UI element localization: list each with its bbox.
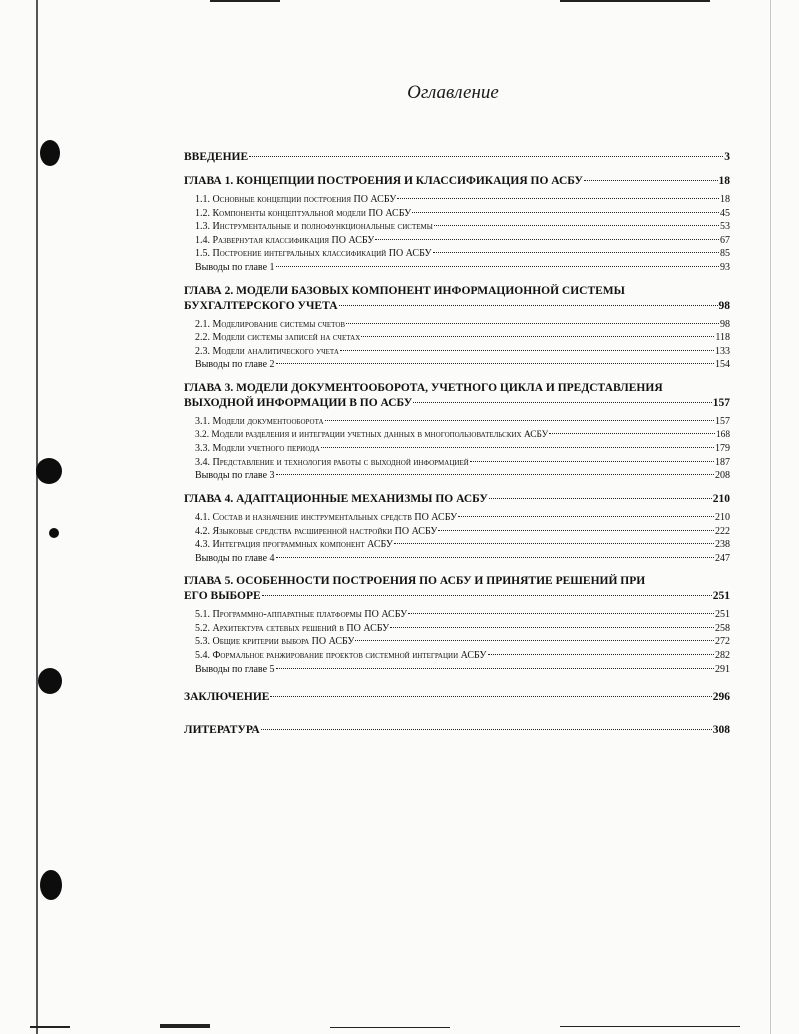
toc-section-label: 1.1. Основные концепции построения ПО АСБУ: [195, 194, 397, 205]
toc-section-label: 3.1. Модели документооборота: [195, 415, 324, 427]
toc-leader: [394, 543, 714, 544]
toc-section-label: 5.2. Архитектура сетевых решений в ПО АСБУ: [195, 622, 390, 634]
toc-section-label: 4.2. Языковые средства расширенной настройки ПО АСБУ: [195, 525, 438, 537]
toc-intro-page: 3: [724, 151, 730, 163]
toc-leader: [433, 252, 719, 253]
toc-leader: [339, 305, 718, 306]
toc-section-label: 5.1. Программно-аппаратные платформы ПО АСБУ: [195, 609, 408, 621]
toc-section-page: 85: [720, 248, 730, 260]
toc-section-label: Выводы по главе 2: [195, 359, 275, 371]
toc-leader: [361, 336, 714, 337]
toc-chapter-4[interactable]: [184, 492, 730, 507]
page-edge-right: [770, 0, 771, 1034]
toc-section[interactable]: [184, 622, 730, 636]
toc-leader: [489, 498, 712, 499]
toc-section-page: 251: [715, 609, 730, 621]
toc-section-label: 2.2. Модели системы записей на счетах: [195, 332, 361, 344]
toc-chapter-3-label-line1: ГЛАВА 3. МОДЕЛИ ДОКУМЕНТООБОРОТА, УЧЕТНОГО ЦИКЛА И ПРЕДСТАВЛЕНИЯ: [184, 381, 663, 394]
toc-chapter-5-label-line1: ГЛАВА 5. ОСОБЕННОСТИ ПОСТРОЕНИЯ ПО АСБУ И ПРИНЯТИЕ РЕШЕНИЙ ПРИ: [184, 575, 646, 588]
scan-mark-bottom-1: [160, 1024, 210, 1028]
toc-section-page: 133: [715, 345, 730, 357]
toc-section-page: 272: [715, 636, 730, 648]
toc-chapter-2[interactable]: [184, 284, 730, 314]
toc-chapter-summary[interactable]: [184, 552, 730, 566]
punch-hole-1: [40, 140, 60, 166]
toc-leader: [549, 433, 715, 434]
toc-section-label: 1.4. Развернутая классификация ПО АСБУ: [195, 234, 375, 246]
toc-leader: [249, 156, 723, 157]
toc-chapter-2-label-line1: ГЛАВА 2. МОДЕЛИ БАЗОВЫХ КОМПОНЕНТ ИНФОРМАЦИОННОЙ СИСТЕМЫ: [184, 284, 625, 297]
scan-mark-top-2: [560, 0, 710, 2]
toc-section[interactable]: [184, 525, 730, 539]
punch-hole-5: [40, 870, 62, 900]
toc-section-page: 98: [720, 318, 730, 330]
toc-section[interactable]: [184, 331, 730, 345]
punch-hole-3: [49, 528, 59, 538]
toc-leader: [397, 198, 719, 199]
toc-section-label: Выводы по главе 5: [195, 663, 275, 675]
punch-hole-4: [38, 668, 62, 694]
toc-chapter-summary[interactable]: [184, 261, 730, 275]
toc-section[interactable]: [184, 234, 730, 248]
toc-chapter-3[interactable]: [184, 381, 730, 411]
toc-chapter-5-page: 251: [712, 590, 730, 603]
toc-section[interactable]: [184, 429, 730, 443]
toc-leader: [413, 402, 712, 403]
toc-chapter-1[interactable]: [184, 174, 730, 189]
toc-section-page: 67: [720, 234, 730, 246]
toc-section-label: 4.1. Состав и назначение инструментальных средств ПО АСБУ: [195, 511, 458, 523]
toc-leader: [270, 696, 711, 697]
toc-chapter-2-label-line2: БУХГАЛТЕРСКОГО УЧЕТА: [184, 299, 338, 312]
toc-section-page: 258: [715, 622, 730, 634]
toc-leader: [276, 363, 714, 364]
toc-section-page: 179: [715, 443, 730, 455]
toc-leader: [276, 557, 714, 558]
toc-section-label: 3.2. Модели разделения и интеграции учетных данных в многопользовательских АСБУ: [195, 429, 549, 440]
toc-leader: [390, 627, 714, 628]
toc-section-page: 247: [715, 552, 730, 564]
toc-leader: [375, 239, 719, 240]
toc-section[interactable]: [184, 193, 730, 207]
toc-section-label: Выводы по главе 1: [195, 261, 275, 273]
toc-section-page: 238: [715, 539, 730, 551]
toc-chapter-4-page: 210: [712, 492, 730, 505]
toc-section-page: 291: [715, 663, 730, 675]
toc-section[interactable]: [184, 608, 730, 622]
toc-chapter-summary[interactable]: [184, 469, 730, 483]
toc-leader: [412, 212, 719, 213]
toc-section-label: 5.4. Формальное ранжирование проектов системной интеграции АСБУ: [195, 650, 487, 662]
toc-chapter-summary[interactable]: [184, 358, 730, 372]
scan-mark-bottom-2: [30, 1026, 70, 1028]
toc-intro[interactable]: [184, 150, 730, 165]
toc-section-page: 118: [715, 332, 730, 344]
toc-section-page: 210: [715, 511, 730, 523]
toc-leader: [355, 640, 714, 641]
toc-section-page: 187: [715, 456, 730, 468]
toc-section-label: 5.3. Общие критерии выбора ПО АСБУ: [195, 636, 355, 648]
toc-chapter-4-label: ГЛАВА 4. АДАПТАЦИОННЫЕ МЕХАНИЗМЫ ПО АСБУ: [184, 492, 488, 505]
toc-literature-page: 308: [712, 724, 730, 737]
toc-section-label: Выводы по главе 3: [195, 470, 275, 482]
page-edge-left: [36, 0, 38, 1034]
toc-section[interactable]: [184, 635, 730, 649]
toc-chapter-1-page: 18: [718, 175, 730, 187]
toc-section-label: 1.2. Компоненты концептуальной модели ПО АСБУ: [195, 207, 412, 219]
toc-leader: [262, 595, 712, 596]
toc-section-page: 168: [715, 429, 730, 440]
toc-section-page: 282: [715, 650, 730, 662]
toc-section-label: 3.4. Представление и технология работы с выходной информацией: [195, 456, 469, 468]
toc-chapter-summary[interactable]: [184, 663, 730, 677]
toc-section-label: 1.3. Инструментальные и полнофункциональные системы: [195, 221, 433, 233]
toc-leader: [261, 729, 712, 730]
toc-section-page: 18: [720, 194, 730, 205]
toc-literature-label: ЛИТЕРАТУРА: [184, 724, 260, 737]
toc-chapter-1-label: ГЛАВА 1. КОНЦЕПЦИИ ПОСТРОЕНИЯ И КЛАССИФИКАЦИЯ ПО АСБУ: [184, 175, 583, 187]
toc-leader: [276, 266, 719, 267]
toc-section[interactable]: [184, 220, 730, 234]
punch-hole-2: [36, 458, 62, 484]
toc-section[interactable]: [184, 649, 730, 663]
toc-literature[interactable]: [184, 723, 730, 738]
toc-section-page: 157: [715, 415, 730, 427]
toc-conclusion[interactable]: [184, 690, 730, 705]
toc-section[interactable]: [184, 345, 730, 359]
toc-section[interactable]: [184, 456, 730, 470]
toc-chapter-5-label-line2: ЕГО ВЫБОРЕ: [184, 590, 261, 603]
toc-section[interactable]: [184, 442, 730, 456]
toc-leader: [340, 350, 714, 351]
toc-section[interactable]: [184, 538, 730, 552]
toc-leader: [321, 447, 714, 448]
toc-section[interactable]: [184, 415, 730, 429]
toc-chapter-3-label-line2: ВЫХОДНОЙ ИНФОРМАЦИИ В ПО АСБУ: [184, 396, 413, 409]
toc-section[interactable]: [184, 207, 730, 221]
toc-section-label: 2.1. Моделирование системы счетов: [195, 318, 346, 330]
toc-chapter-2-page: 98: [718, 299, 730, 312]
toc-section-page: 222: [715, 525, 730, 537]
toc-title: Оглавление: [407, 82, 499, 103]
toc-section[interactable]: [184, 511, 730, 525]
toc-chapter-3-page: 157: [712, 396, 730, 409]
toc-section-label: 4.3. Интеграция программных компонент АСБУ: [195, 539, 393, 551]
scan-mark-top-1: [210, 0, 280, 2]
toc-section-page: 53: [720, 221, 730, 233]
toc-section-page: 93: [720, 261, 730, 273]
toc-intro-label: ВВЕДЕНИЕ: [184, 151, 249, 163]
toc-section-page: 45: [720, 207, 730, 219]
toc-section-label: 2.3. Модели аналитического учета: [195, 345, 339, 357]
toc-leader: [408, 613, 714, 614]
toc-leader: [325, 420, 714, 421]
toc-section-page: 208: [715, 470, 730, 482]
toc-section-label: 3.3. Модели учетного периода: [195, 443, 320, 455]
toc-leader: [488, 654, 715, 655]
toc-leader: [470, 461, 714, 462]
toc-section-label: 1.5. Построение интегральных классификаций ПО АСБУ: [195, 248, 432, 260]
toc-section[interactable]: [184, 318, 730, 332]
scan-mark-bottom-3: [330, 1027, 450, 1028]
toc-leader: [434, 225, 719, 226]
toc-leader: [276, 474, 714, 475]
toc-conclusion-page: 296: [712, 691, 730, 704]
toc-leader: [438, 530, 714, 531]
table-of-contents: [184, 150, 730, 738]
toc-section-label: Выводы по главе 4: [195, 552, 275, 564]
toc-conclusion-label: ЗАКЛЮЧЕНИЕ: [184, 691, 270, 704]
toc-leader: [458, 516, 714, 517]
toc-leader: [346, 323, 719, 324]
toc-leader: [276, 668, 714, 669]
toc-section-page: 154: [715, 359, 730, 371]
toc-leader: [584, 180, 718, 181]
toc-chapter-5[interactable]: [184, 574, 730, 604]
toc-section[interactable]: [184, 247, 730, 261]
scan-mark-bottom-4: [560, 1026, 740, 1027]
